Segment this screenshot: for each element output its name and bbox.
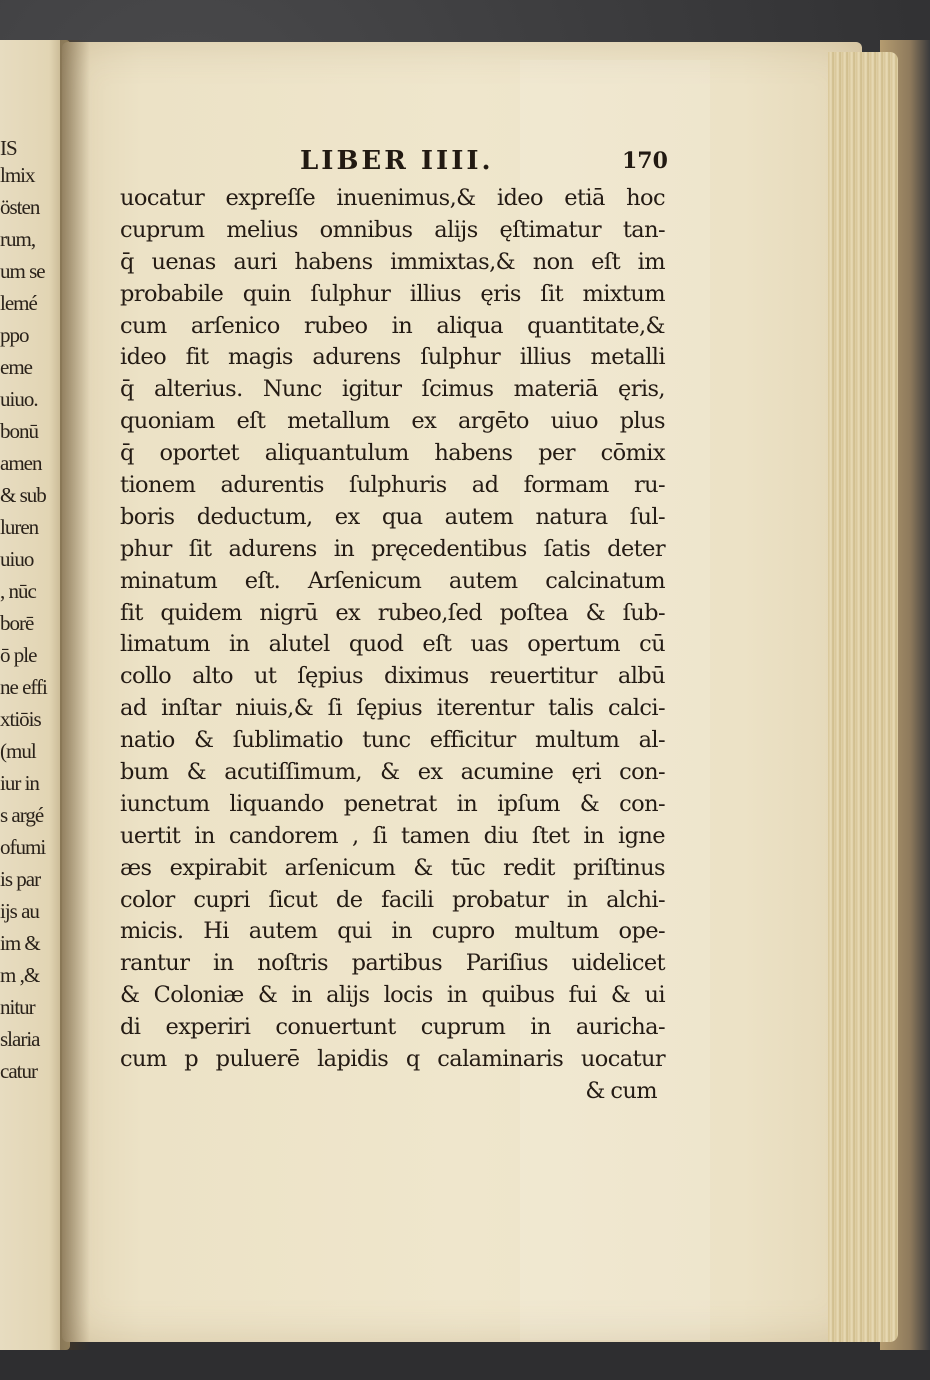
left-fragment: borē [0,611,34,635]
left-fragment: m ,& [0,963,40,987]
text-line: phur ſit adurens in pręcedentibus ſatis deter [120,535,665,562]
left-fragment: uiuo [0,547,34,571]
page-edges [828,52,898,1342]
text-line: cum p puluerē lapidis q calaminaris uocatur [120,1046,665,1073]
left-fragment: rum, [0,227,36,251]
left-fragment: ijs au [0,899,39,923]
left-fragment: um se [0,259,45,283]
text-line: q̄ uenas auri habens immixtas,& non eſt im [120,248,665,275]
left-fragment: ne effi [0,675,47,699]
text-line: natio & ſublimatio tunc efficitur multum al- [120,727,665,754]
text-line: bum & acutiſſimum, & ex acumine ęri con- [120,759,665,786]
text-line: cuprum melius omnibus alijs ęſtimatur tan- [120,216,665,243]
text-line: collo alto ut ſępius diximus reuertitur albū [120,663,665,690]
left-fragment: nitur [0,995,35,1019]
left-fragment: , nūc [0,579,36,603]
text-line: micis. Hi autem qui in cupro multum ope- [120,918,665,945]
text-line: tionem adurentis ſulphuris ad formam ru- [120,472,665,499]
text-line: di experiri conuertunt cuprum in auricha- [120,1014,665,1041]
text-line: rantur in noſtris partibus Pariſius uidelicet [120,950,665,977]
left-fragment: eme [0,355,32,379]
gutter-shadow [60,40,90,1350]
running-head [140,146,668,180]
text-line: limatum in alutel quod eſt uas opertum cū [120,631,665,658]
left-fragment: ppo [0,323,29,347]
left-fragment: luren [0,515,39,539]
page-title: LIBER IIII. [300,146,494,176]
left-fragment: slaria [0,1027,40,1051]
page-number: 170 [622,148,668,174]
left-fragment: iur in [0,771,39,795]
left-fragment: ō ple [0,643,37,667]
left-fragment: lemé [0,291,37,315]
text-line: æs expirabit arſenicum & tūc redit priſtinus [120,854,665,881]
text-line: uertit in candorem , ſi tamen diu ſtet in igne [120,822,665,849]
text-line: q̄ alterius. Nunc igitur ſcimus materiā ęris, [120,376,665,403]
text-line: color cupri ſicut de facili probatur in alchi- [120,886,665,913]
left-fragment: catur [0,1059,37,1083]
text-line: fit quidem nigrū ex rubeo,ſed poſtea & ſub- [120,599,665,626]
text-line: minatum eſt. Arſenicum autem calcinatum [120,567,665,594]
left-fragment: & sub [0,483,46,507]
text-line: probabile quin ſulphur illius ęris ſit mixtum [120,280,665,307]
left-fragment: xtiōis [0,707,41,731]
text-line: q̄ oportet aliquantulum habens per cōmix [120,440,665,467]
catchword: & cum [585,1077,657,1104]
left-fragment: bonū [0,419,38,443]
text-line: ad inſtar niuis,& ſi ſępius iterentur talis calci- [120,695,665,722]
left-fragment: amen [0,451,42,475]
text-line: iunctum liquando penetrat in ipſum & con- [120,790,665,817]
left-fragment: is par [0,867,41,891]
left-fragment: ofumi [0,835,46,859]
left-fragment: im & [0,931,40,955]
text-line: uocatur expreſſe inuenimus,& ideo etiā hoc [120,185,665,211]
body-text [120,183,665,1108]
text-line: cum arſenico rubeo in aliqua quantitate,& [120,312,665,339]
text-line: quoniam eſt metallum ex argēto uiuo plus [120,408,665,435]
left-fragment: IS [0,136,17,160]
text-line: & Coloniæ & in alijs locis in quibus fui & ui [120,982,665,1009]
left-fragment: östen [0,195,40,219]
left-fragment: lmix [0,163,35,187]
text-line: ideo fit magis adurens ſulphur illius metalli [120,344,665,371]
left-fragment: uiuo. [0,387,38,411]
left-fragment: s argé [0,803,44,827]
left-fragment: (mul [0,739,36,763]
text-line: boris deductum, ex qua autem natura ſul- [120,503,665,530]
